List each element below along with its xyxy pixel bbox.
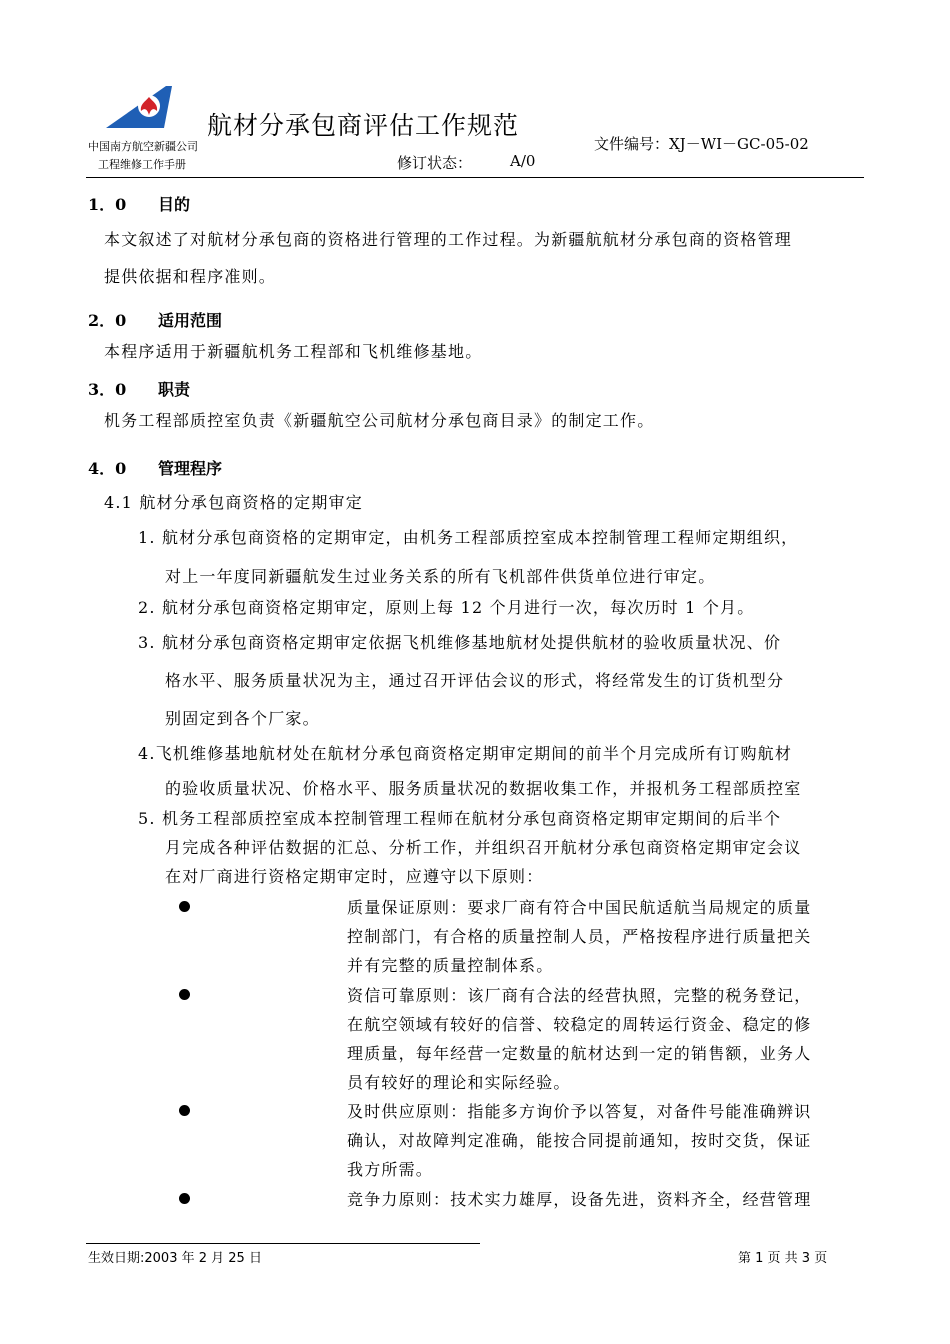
list-item: 3. 航材分承包商资格定期审定依据飞机维修基地航材处提供航材的验收质量状况、价 <box>138 633 782 652</box>
list-item: 5. 机务工程部质控室成本控制管理工程师在航材分承包商资格定期审定期间的后半个 <box>138 809 782 828</box>
section-title: 职责 <box>158 380 191 399</box>
list-item: 的验收质量状况、价格水平、服务质量状况的数据收集工作，并报机务工程部质控室 <box>165 779 802 798</box>
section-title: 目的 <box>158 195 191 214</box>
principle-line: 确认，对故障判定准确，能按合同提前通知，按时交货，保证 <box>347 1131 812 1150</box>
section-number: 1．0 <box>88 195 127 214</box>
bullet-icon <box>179 1105 190 1116</box>
effective-date: 生效日期:2003 年 2 月 25 日 <box>88 1251 262 1266</box>
principle-line: 在航空领域有较好的信誉、较稳定的周转运行资金、稳定的修 <box>347 1015 812 1034</box>
section-number: 2．0 <box>88 311 127 330</box>
section-1-heading <box>88 192 190 215</box>
bullet-icon <box>179 1193 190 1204</box>
paragraph-line: 机务工程部质控室负责《新疆航空公司航材分承包商目录》的制定工作。 <box>104 411 655 430</box>
airline-logo-icon <box>104 84 174 130</box>
paragraph-line: 提供依据和程序准则。 <box>104 267 277 286</box>
principle-line: 并有完整的质量控制体系。 <box>347 956 554 975</box>
bullet-icon <box>179 901 190 912</box>
principle-line: 员有较好的理论和实际经验。 <box>347 1073 571 1092</box>
manual-name: 工程维修工作手册 <box>98 158 186 171</box>
list-item: 2. 航材分承包商资格定期审定，原则上每 12 个月进行一次，每次历时 1 个月。 <box>138 598 755 617</box>
list-item: 格水平、服务质量状况为主，通过召开评估会议的形式，将经常发生的订货机型分 <box>165 671 785 690</box>
principle-line: 竞争力原则：技术实力雄厚，设备先进，资料齐全，经营管理 <box>347 1190 812 1209</box>
principle-line: 及时供应原则：指能多方询价予以答复，对备件号能准确辨识 <box>347 1102 812 1121</box>
list-item: 在对厂商进行资格定期审定时，应遵守以下原则： <box>165 867 544 886</box>
list-item: 对上一年度同新疆航发生过业务关系的所有飞机部件供货单位进行审定。 <box>165 567 716 586</box>
section-2-heading <box>88 308 222 331</box>
header-divider <box>86 177 864 178</box>
list-item: 1. 航材分承包商资格的定期审定，由机务工程部质控室成本控制管理工程师定期组织， <box>138 528 799 547</box>
subsection-heading: 4.1 航材分承包商资格的定期审定 <box>104 493 363 512</box>
footer-divider <box>86 1243 480 1244</box>
page-number: 第 1 页 共 3 页 <box>738 1251 828 1266</box>
principle-line: 理质量，每年经营一定数量的航材达到一定的销售额，业务人 <box>347 1044 812 1063</box>
list-item: 月完成各种评估数据的汇总、分析工作，并组织召开航材分承包商资格定期审定会议 <box>165 838 802 857</box>
section-3-heading <box>88 377 190 400</box>
revision-label: 修订状态： <box>397 154 473 172</box>
revision-value: A/0 <box>510 152 536 170</box>
list-item: 别固定到各个厂家。 <box>165 709 320 728</box>
principle-line: 控制部门，有合格的质量控制人员，严格按程序进行质量把关 <box>347 927 812 946</box>
principle-line: 资信可靠原则：该厂商有合法的经营执照，完整的税务登记， <box>347 986 812 1005</box>
paragraph-line: 本文叙述了对航材分承包商的资格进行管理的工作过程。为新疆航航材分承包商的资格管理 <box>104 230 793 249</box>
bullet-icon <box>179 989 190 1000</box>
section-4-heading <box>88 456 222 479</box>
paragraph-line: 本程序适用于新疆航机务工程部和飞机维修基地。 <box>104 342 483 361</box>
file-number: 文件编号：XJ－WI－GC-05-02 <box>594 135 809 153</box>
section-number: 4．0 <box>88 459 127 478</box>
company-name: 中国南方航空新疆公司 <box>88 140 198 153</box>
principle-line: 我方所需。 <box>347 1160 434 1179</box>
page-title: 航材分承包商评估工作规范 <box>207 111 520 140</box>
section-title: 管理程序 <box>158 459 223 478</box>
section-number: 3．0 <box>88 380 127 399</box>
list-item: 4.飞机维修基地航材处在航材分承包商资格定期审定期间的前半个月完成所有订购航材 <box>138 744 793 763</box>
section-title: 适用范围 <box>158 311 223 330</box>
principle-line: 质量保证原则：要求厂商有符合中国民航适航当局规定的质量 <box>347 898 812 917</box>
